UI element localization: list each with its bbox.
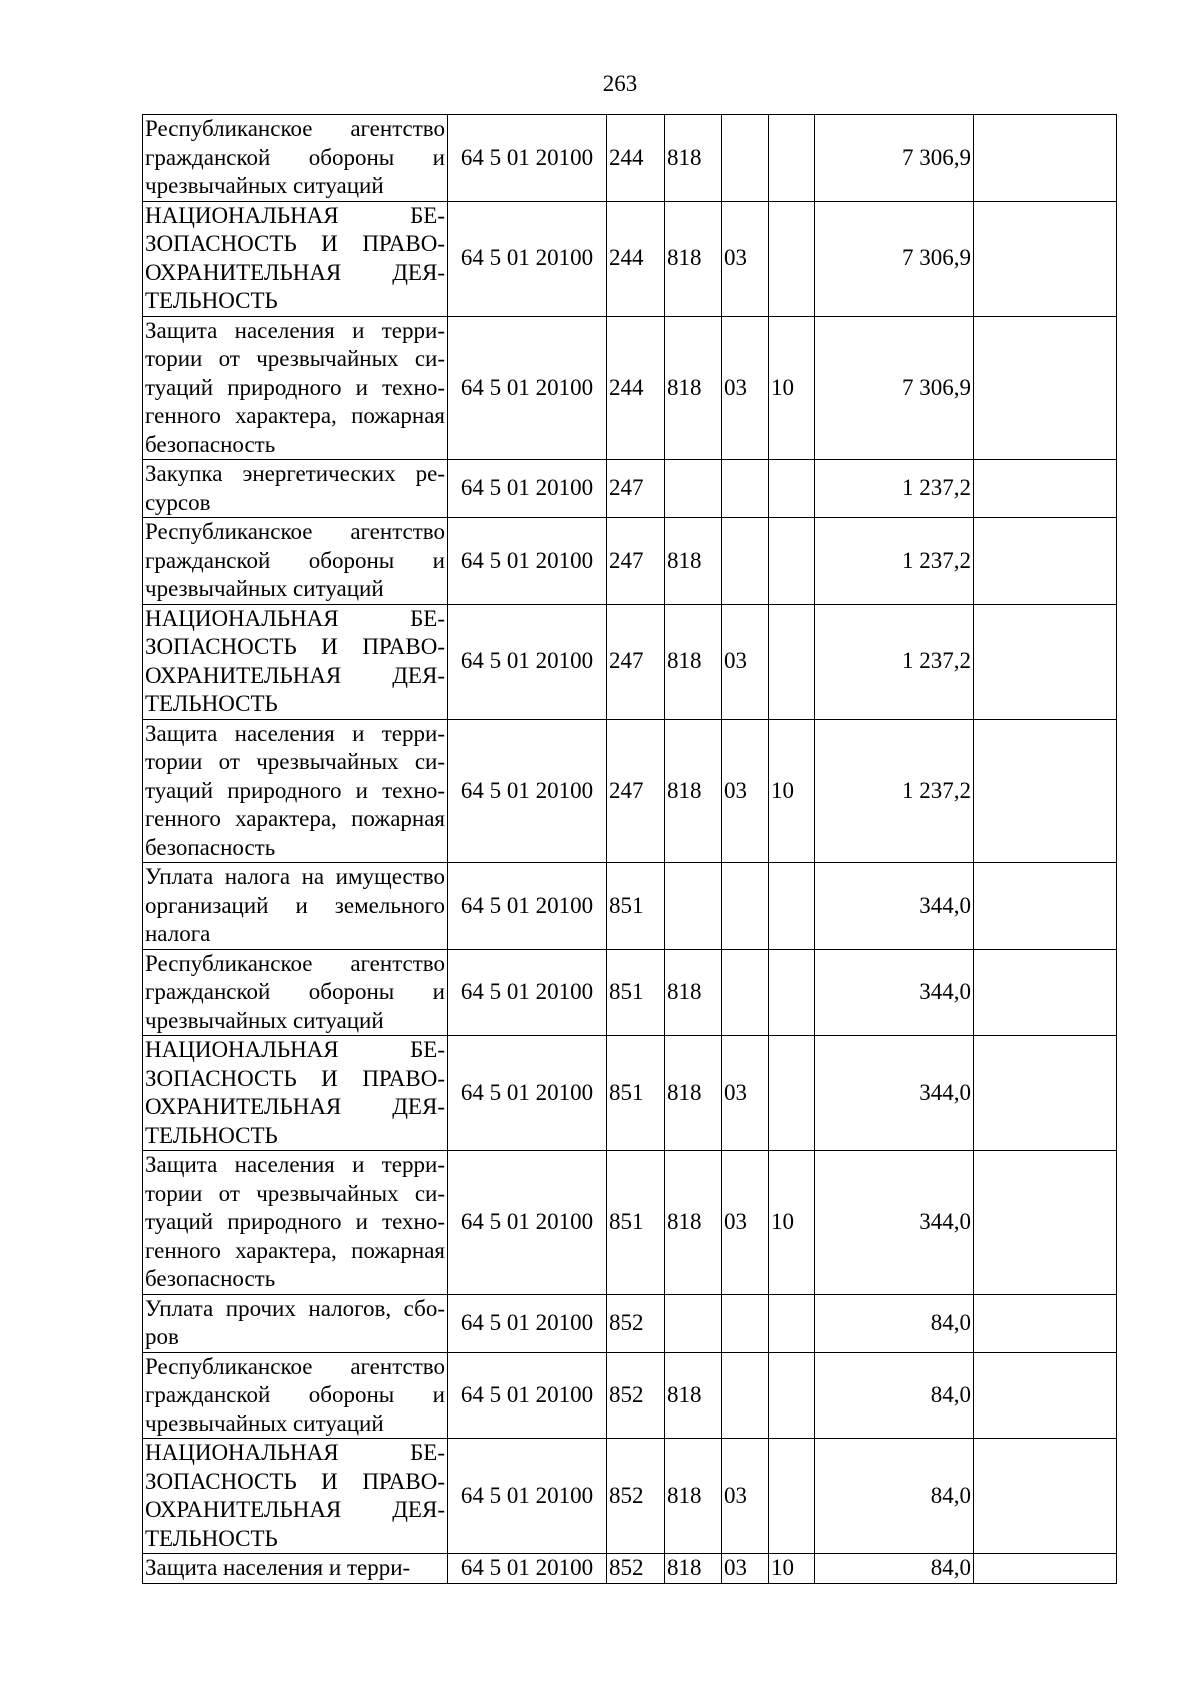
amount-cell: 84,0 xyxy=(815,1352,974,1439)
extra-cell xyxy=(974,1036,1117,1151)
amount-cell: 84,0 xyxy=(815,1439,974,1554)
extra-cell xyxy=(974,1439,1117,1554)
name-cell: НАЦИОНАЛЬНАЯ БЕ-ЗОПАСНОСТЬ И ПРАВО-ОХРАНИТЕЛЬНАЯ ДЕЯ-ТЕЛЬНОСТЬ xyxy=(143,1036,448,1151)
expense-type-cell: 247 xyxy=(607,518,665,605)
extra-cell xyxy=(974,949,1117,1036)
section-cell: 03 xyxy=(722,719,769,863)
section-cell xyxy=(722,863,769,950)
admin-code-cell: 818 xyxy=(665,1554,722,1584)
extra-cell xyxy=(974,316,1117,460)
name-cell: Защита населения и терри-тории от чрезвычайных си-туаций природного и техно-генного характера, пожарная безопасность xyxy=(143,1151,448,1295)
target-code-cell: 64 5 01 20100 xyxy=(448,316,607,460)
table-row xyxy=(143,949,1117,1036)
section-cell xyxy=(722,115,769,202)
extra-cell xyxy=(974,115,1117,202)
name-cell: НАЦИОНАЛЬНАЯ БЕ-ЗОПАСНОСТЬ И ПРАВО-ОХРАНИТЕЛЬНАЯ ДЕЯ-ТЕЛЬНОСТЬ xyxy=(143,201,448,316)
name-cell: НАЦИОНАЛЬНАЯ БЕ-ЗОПАСНОСТЬ И ПРАВО-ОХРАНИТЕЛЬНАЯ ДЕЯ-ТЕЛЬНОСТЬ xyxy=(143,604,448,719)
table-row xyxy=(143,518,1117,605)
extra-cell xyxy=(974,460,1117,518)
name-cell: Уплата налога на имущество организаций и земельного налога xyxy=(143,863,448,950)
target-code-cell: 64 5 01 20100 xyxy=(448,1439,607,1554)
table-row xyxy=(143,316,1117,460)
amount-cell: 1 237,2 xyxy=(815,460,974,518)
target-code-cell: 64 5 01 20100 xyxy=(448,518,607,605)
subsection-cell xyxy=(769,460,815,518)
extra-cell xyxy=(974,518,1117,605)
name-cell: Защита населения и терри- xyxy=(143,1554,448,1584)
admin-code-cell: 818 xyxy=(665,201,722,316)
subsection-cell xyxy=(769,604,815,719)
name-cell: Республиканское агентство гражданской обороны и чрезвычайных ситуаций xyxy=(143,1352,448,1439)
name-cell: Республиканское агентство гражданской обороны и чрезвычайных ситуаций xyxy=(143,115,448,202)
table-row xyxy=(143,719,1117,863)
name-cell: НАЦИОНАЛЬНАЯ БЕ-ЗОПАСНОСТЬ И ПРАВО-ОХРАНИТЕЛЬНАЯ ДЕЯ-ТЕЛЬНОСТЬ xyxy=(143,1439,448,1554)
section-cell: 03 xyxy=(722,1151,769,1295)
expense-type-cell: 247 xyxy=(607,460,665,518)
name-cell: Защита населения и терри-тории от чрезвычайных си-туаций природного и техно-генного характера, пожарная безопасность xyxy=(143,316,448,460)
expense-type-cell: 852 xyxy=(607,1439,665,1554)
admin-code-cell: 818 xyxy=(665,518,722,605)
expense-type-cell: 851 xyxy=(607,863,665,950)
extra-cell xyxy=(974,604,1117,719)
admin-code-cell: 818 xyxy=(665,1352,722,1439)
section-cell xyxy=(722,1294,769,1352)
expense-type-cell: 852 xyxy=(607,1294,665,1352)
admin-code-cell: 818 xyxy=(665,719,722,863)
name-cell: Уплата прочих налогов, сбо-ров xyxy=(143,1294,448,1352)
section-cell xyxy=(722,460,769,518)
target-code-cell: 64 5 01 20100 xyxy=(448,201,607,316)
amount-cell: 7 306,9 xyxy=(815,115,974,202)
subsection-cell: 10 xyxy=(769,719,815,863)
extra-cell xyxy=(974,1294,1117,1352)
admin-code-cell xyxy=(665,1294,722,1352)
subsection-cell xyxy=(769,1294,815,1352)
section-cell xyxy=(722,949,769,1036)
subsection-cell xyxy=(769,1036,815,1151)
section-cell: 03 xyxy=(722,201,769,316)
subsection-cell xyxy=(769,1439,815,1554)
amount-cell: 7 306,9 xyxy=(815,316,974,460)
target-code-cell: 64 5 01 20100 xyxy=(448,115,607,202)
target-code-cell: 64 5 01 20100 xyxy=(448,604,607,719)
expense-type-cell: 852 xyxy=(607,1352,665,1439)
name-cell: Республиканское агентство гражданской обороны и чрезвычайных ситуаций xyxy=(143,949,448,1036)
admin-code-cell xyxy=(665,460,722,518)
expense-type-cell: 244 xyxy=(607,115,665,202)
target-code-cell: 64 5 01 20100 xyxy=(448,1036,607,1151)
section-cell: 03 xyxy=(722,604,769,719)
amount-cell: 84,0 xyxy=(815,1294,974,1352)
amount-cell: 1 237,2 xyxy=(815,604,974,719)
extra-cell xyxy=(974,719,1117,863)
subsection-cell: 10 xyxy=(769,1151,815,1295)
subsection-cell: 10 xyxy=(769,316,815,460)
admin-code-cell: 818 xyxy=(665,316,722,460)
target-code-cell: 64 5 01 20100 xyxy=(448,1352,607,1439)
amount-cell: 1 237,2 xyxy=(815,518,974,605)
amount-cell: 344,0 xyxy=(815,863,974,950)
amount-cell: 84,0 xyxy=(815,1554,974,1584)
table-row xyxy=(143,1554,1117,1584)
expense-type-cell: 247 xyxy=(607,604,665,719)
page-number: 263 xyxy=(602,71,638,96)
admin-code-cell: 818 xyxy=(665,949,722,1036)
admin-code-cell: 818 xyxy=(665,1151,722,1295)
table-row xyxy=(143,115,1117,202)
target-code-cell: 64 5 01 20100 xyxy=(448,1294,607,1352)
extra-cell xyxy=(974,201,1117,316)
amount-cell: 344,0 xyxy=(815,1036,974,1151)
section-cell: 03 xyxy=(722,1036,769,1151)
target-code-cell: 64 5 01 20100 xyxy=(448,863,607,950)
table-row xyxy=(143,1036,1117,1151)
budget-table-body xyxy=(143,115,1117,1584)
expense-type-cell: 852 xyxy=(607,1554,665,1584)
section-cell: 03 xyxy=(722,1554,769,1584)
name-cell: Закупка энергетических ре-сурсов xyxy=(143,460,448,518)
amount-cell: 7 306,9 xyxy=(815,201,974,316)
target-code-cell: 64 5 01 20100 xyxy=(448,460,607,518)
section-cell: 03 xyxy=(722,316,769,460)
subsection-cell xyxy=(769,1352,815,1439)
expense-type-cell: 244 xyxy=(607,316,665,460)
table-row xyxy=(143,604,1117,719)
extra-cell xyxy=(974,1151,1117,1295)
table-row xyxy=(143,1439,1117,1554)
table-row xyxy=(143,1151,1117,1295)
amount-cell: 1 237,2 xyxy=(815,719,974,863)
name-cell: Республиканское агентство гражданской обороны и чрезвычайных ситуаций xyxy=(143,518,448,605)
admin-code-cell: 818 xyxy=(665,115,722,202)
extra-cell xyxy=(974,1554,1117,1584)
admin-code-cell xyxy=(665,863,722,950)
amount-cell: 344,0 xyxy=(815,949,974,1036)
expense-type-cell: 851 xyxy=(607,1036,665,1151)
table-row xyxy=(143,201,1117,316)
admin-code-cell: 818 xyxy=(665,604,722,719)
subsection-cell xyxy=(769,518,815,605)
subsection-cell xyxy=(769,201,815,316)
name-cell: Защита населения и терри-тории от чрезвычайных си-туаций природного и техно-генного характера, пожарная безопасность xyxy=(143,719,448,863)
subsection-cell: 10 xyxy=(769,1554,815,1584)
section-cell xyxy=(722,518,769,605)
section-cell: 03 xyxy=(722,1439,769,1554)
target-code-cell: 64 5 01 20100 xyxy=(448,1151,607,1295)
admin-code-cell: 818 xyxy=(665,1439,722,1554)
table-row xyxy=(143,1352,1117,1439)
subsection-cell xyxy=(769,115,815,202)
table-row xyxy=(143,460,1117,518)
target-code-cell: 64 5 01 20100 xyxy=(448,949,607,1036)
target-code-cell: 64 5 01 20100 xyxy=(448,719,607,863)
table-row xyxy=(143,863,1117,950)
table-row xyxy=(143,1294,1117,1352)
admin-code-cell: 818 xyxy=(665,1036,722,1151)
subsection-cell xyxy=(769,863,815,950)
amount-cell: 344,0 xyxy=(815,1151,974,1295)
section-cell xyxy=(722,1352,769,1439)
extra-cell xyxy=(974,863,1117,950)
expense-type-cell: 851 xyxy=(607,949,665,1036)
expense-type-cell: 244 xyxy=(607,201,665,316)
expense-type-cell: 247 xyxy=(607,719,665,863)
target-code-cell: 64 5 01 20100 xyxy=(448,1554,607,1584)
extra-cell xyxy=(974,1352,1117,1439)
subsection-cell xyxy=(769,949,815,1036)
budget-table xyxy=(142,114,1117,1584)
expense-type-cell: 851 xyxy=(607,1151,665,1295)
